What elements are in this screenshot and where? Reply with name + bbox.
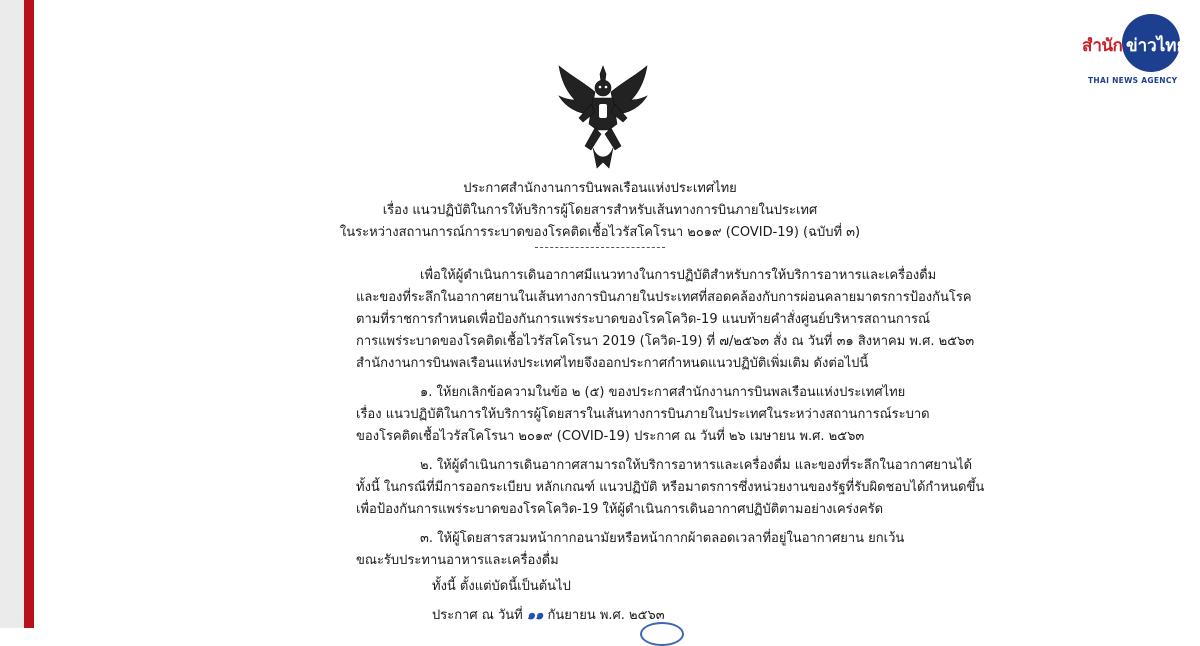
- logo-subtitle: THAI NEWS AGENCY: [1088, 76, 1178, 85]
- document-subject-cont: ในระหว่างสถานการณ์การระบาดของโรคติดเชื้อไวรัสโคโรนา ๒๐๑๙ (COVID-19) (ฉบับที่ ๓): [339, 225, 861, 240]
- item-1-line: ของโรคติดเชื้อไวรัสโคโรนา ๒๐๑๙ (COVID-19) ประกาศ ณ วันที่ ๒๖ เมษายน พ.ศ. ๒๕๖๓: [356, 429, 865, 444]
- intro-line: การแพร่ระบาดของโรคติดเชื้อไวรัสโคโรนา 2019 (โควิด-19) ที่ ๗/๒๕๖๓ สั่ง ณ วันที่ ๓๑ สิงหาคม พ.ศ. ๒๕๖๓: [356, 334, 975, 349]
- item-2-line: ๒. ให้ผู้ดำเนินการเดินอากาศสามารถให้บริการอาหารและเครื่องดื่ม และของที่ระลึกในอากาศยานได้: [420, 458, 973, 473]
- signing-date: [432, 604, 665, 627]
- item-1-line: ๑. ให้ยกเลิกข้อความในข้อ ๒ (๕) ของประกาศสำนักงานการบินพลเรือนแห่งประเทศไทย: [420, 385, 906, 400]
- signing-date-prefix: ประกาศ ณ วันที่: [432, 608, 523, 623]
- logo-text-white: ข่าวไทย: [1126, 36, 1187, 56]
- document-subject: เรื่อง แนวปฏิบัติในการให้บริการผู้โดยสารสำหรับเส้นทางการบินภายในประเทศ: [382, 203, 818, 218]
- effective-clause: ทั้งนี้ ตั้งแต่บัดนี้เป็นต้นไป: [432, 579, 571, 594]
- signing-day-handwritten: ๑๑: [526, 608, 544, 623]
- official-stamp: [640, 622, 684, 646]
- logo-text-red: สำนัก: [1082, 36, 1123, 56]
- item-3-line: ขณะรับประทานอาหารและเครื่องดื่ม: [356, 553, 559, 568]
- signing-date-suffix: กันยายน พ.ศ. ๒๕๖๓: [547, 608, 665, 623]
- item-3-line: ๓. ให้ผู้โดยสารสวมหน้ากากอนามัยหรือหน้ากากผ้าตลอดเวลาที่อยู่ในอากาศยาน ยกเว้น: [420, 531, 905, 546]
- intro-line: สำนักงานการบินพลเรือนแห่งประเทศไทยจึงออกประกาศกำหนดแนวปฏิบัติเพิ่มเติม ดังต่อไปนี้: [356, 356, 869, 371]
- item-2-line: ทั้งนี้ ในกรณีที่มีการออกระเบียบ หลักเกณฑ์ แนวปฏิบัติ หรือมาตรการซึ่งหน่วยงานของรัฐที่รับผิดชอบได้กำหนดขึ้น: [356, 480, 985, 495]
- document-heading: ประกาศสำนักงานการบินพลเรือนแห่งประเทศไทย: [463, 181, 737, 196]
- item-2-line: เพื่อป้องกันการแพร่ระบาดของโรคโควิด-19 ให้ผู้ดำเนินการเดินอากาศปฏิบัติตามอย่างเคร่งครัด: [356, 502, 884, 517]
- intro-line: และของที่ระลึกในอากาศยานในเส้นทางการบินภายในประเทศที่สอดคล้องกับการผ่อนคลายมาตรการป้องกันโรค: [356, 290, 972, 305]
- separator-line: [535, 247, 665, 248]
- item-1-line: เรื่อง แนวปฏิบัติในการให้บริการผู้โดยสารในเส้นทางการบินภายในประเทศในระหว่างสถานการณ์ระบาด: [356, 407, 930, 422]
- intro-line: ตามที่ราชการกำหนดเพื่อป้องกันการแพร่ระบาดของโรคโควิด-19 แนบท้ายคำสั่งศูนย์บริหารสถานการณ์: [356, 312, 931, 327]
- intro-line: เพื่อให้ผู้ดำเนินการเดินอากาศมีแนวทางในการปฏิบัติสำหรับการให้บริการอาหารและเครื่องดื่ม: [420, 268, 937, 283]
